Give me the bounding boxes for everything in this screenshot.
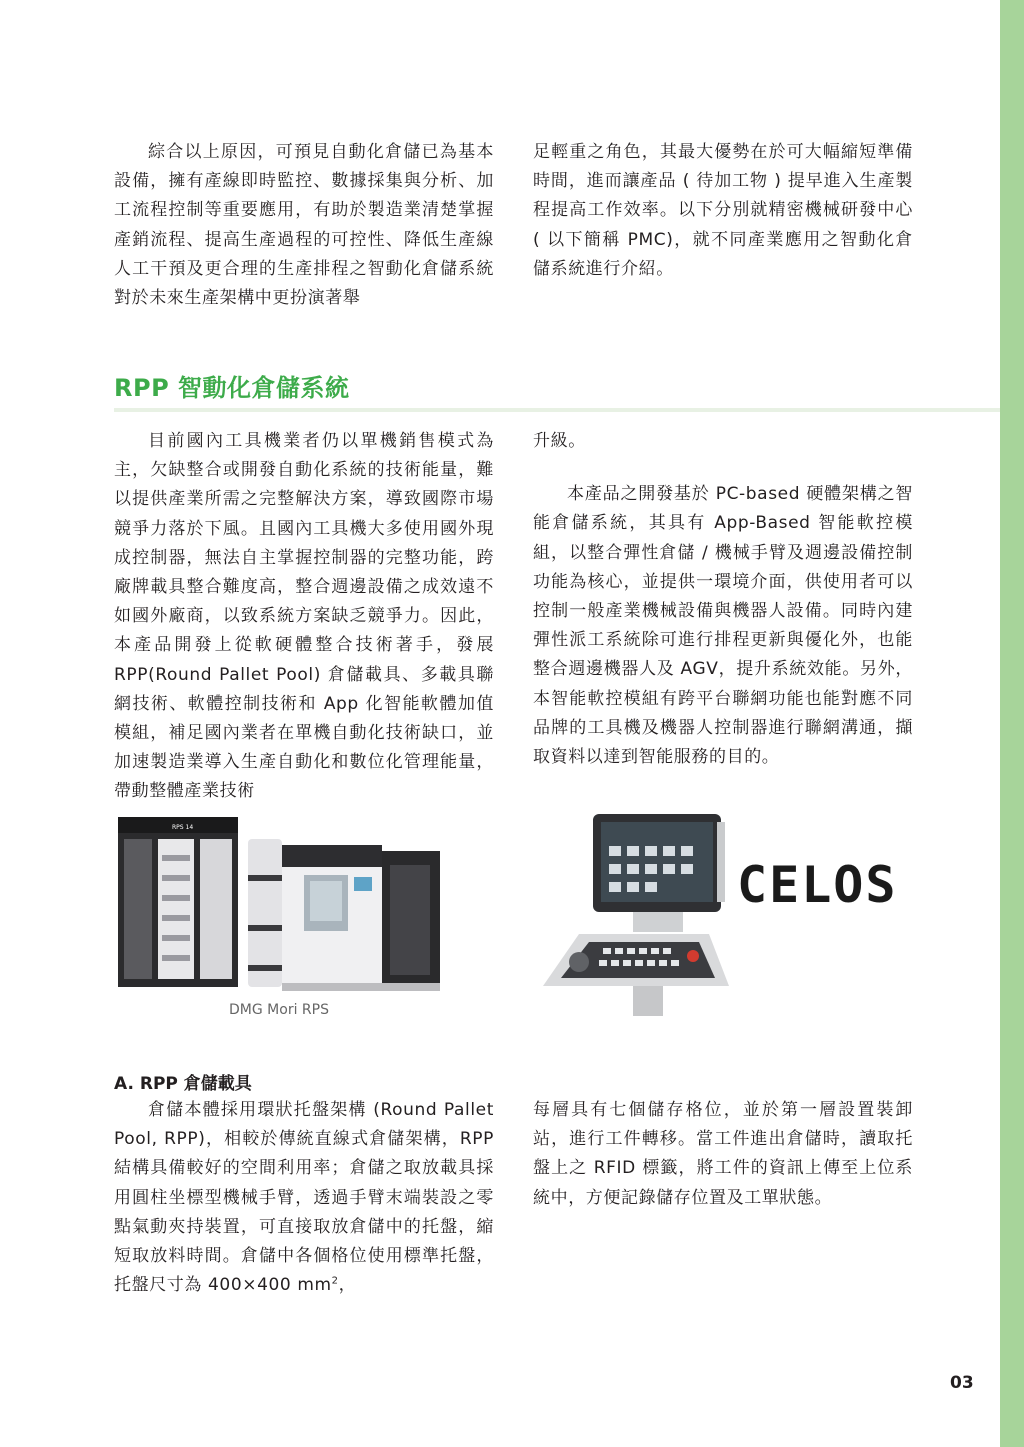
section-divider (114, 408, 1000, 412)
section-left-column (114, 427, 494, 807)
intro-right-paragraph: 足輕重之角色，其最大優勢在於可大幅縮短準備時間，進而讓產品 ( 待加工物 ) 提早進入生產製程提高工作效率。以下分別就精密機械研發中心 ( 以下簡稱 PMC)，就不同產業應用之智動化倉儲系統進行介紹。 (533, 142, 913, 279)
celos-logo: CELOS (737, 856, 898, 914)
paragraph-spacer (533, 456, 913, 480)
subsection-right-column (533, 1096, 913, 1213)
section-right-paragraph-1: 升級。 (533, 431, 586, 451)
celos-panel-illustration (533, 810, 913, 1020)
subsection-right-paragraph: 每層具有七個儲存格位，並於第一層設置裝卸站，進行工件轉移。當工件進出倉儲時，讀取托盤上之 RFID 標籤，將工件的資訊上傳至上位系統中，方便記錄儲存位置及工單狀態。 (533, 1100, 913, 1208)
intro-left-column (114, 138, 494, 313)
side-accent-bar (1000, 0, 1024, 1447)
superscript-2: 2 (331, 1275, 339, 1287)
page-number: 03 (950, 1373, 974, 1393)
subsection-left-column (114, 1096, 494, 1300)
intro-left-paragraph: 綜合以上原因，可預見自動化倉儲已為基本設備，擁有產線即時監控、數據採集與分析、加工流程控制等重要應用，有助於製造業清楚掌握產銷流程、提高生產過程的可控性、降低生產線人工干預及更合理的生產排程之智動化倉儲系統對於未來生產架構中更扮演著舉 (114, 142, 494, 309)
rps-machine-illustration (114, 805, 444, 995)
subsection-left-paragraph (114, 1096, 494, 1300)
section-right-column (533, 427, 913, 772)
rps-machine-image (114, 805, 444, 995)
figure-caption: DMG Mori RPS (229, 1002, 329, 1018)
section-right-paragraph-2: 本產品之開發基於 PC-based 硬體架構之智能倉儲系統，其具有 App-Based 智能軟控模組，以整合彈性倉儲 / 機械手臂及週邊設備控制功能為核心，並提供一環境介面，供使用者可以控制一般產業機械設備與機器人設備。同時內建彈性派工系統除可進行排程更新與優化外，也能整合週邊機器人及 AGV，提升系統效能。另外，本智能軟控模組有跨平台聯網功能也能對應不同品牌的工具機及機器人控制器進行聯網溝通，擷取資料以達到智能服務的目的。 (533, 484, 913, 768)
section-title: RPP 智動化倉儲系統 (114, 374, 350, 402)
subsection-left-end: ， (338, 1275, 357, 1296)
section-left-paragraph: 目前國內工具機業者仍以單機銷售模式為主，欠缺整合或開發自動化系統的技術能量，難以提供產業所需之完整解決方案，導致國際市場競爭力落於下風。且國內工具機大多使用國外現成控制器，無法自主掌握控制器的完整功能，跨廠牌載具整合難度高，整合週邊設備之成效遠不如國外廠商，以致系統方案缺乏競爭力。因此，本產品開發上從軟硬體整合技術著手，發展 RPP(Round Pallet Pool) 倉儲載具、多載具聯網技術、軟體控制技術和 App 化智能軟體加值模組，補足國內業者在單機自動化技術缺口，並加速製造業導入生產自動化和數位化管理能量，帶動整體產業技術 (114, 431, 494, 802)
intro-right-column (533, 138, 913, 284)
celos-panel-image (533, 810, 913, 1020)
subsection-left-text: 倉儲本體採用環狀托盤架構 (Round Pallet Pool, RPP)，相較於傳統直線式倉儲架構，RPP 結構具備較好的空間利用率；倉儲之取放載具採用圓柱坐標型機械手臂，透過手臂末端裝設之零點氣動夾持裝置，可直接取放倉儲中的托盤，縮短取放料時間。倉儲中各個格位使用標準托盤，托盤尺寸為 400×400 mm (114, 1100, 494, 1296)
subsection-title: A. RPP 倉儲載具 (114, 1074, 252, 1094)
machine-model-label: RPS 14 (172, 824, 194, 831)
